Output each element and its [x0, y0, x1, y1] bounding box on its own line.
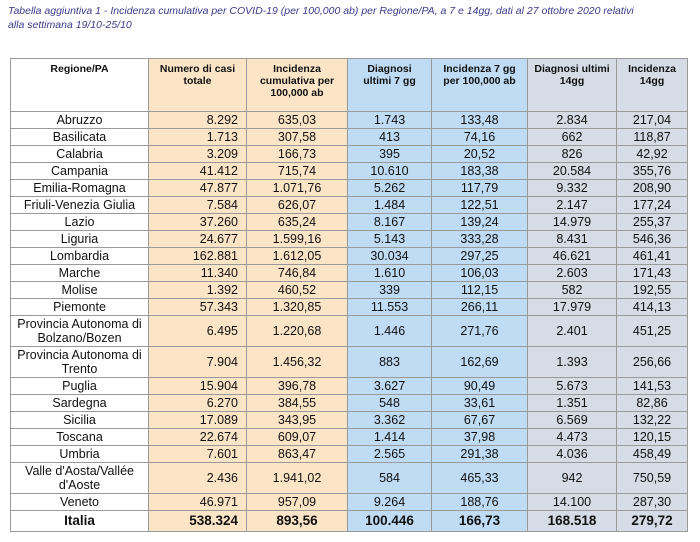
- cell-diagnosis-7d: 548: [348, 395, 432, 412]
- cell-cases-total: 7.584: [149, 197, 247, 214]
- cell-incidence-7d: 37,98: [432, 429, 528, 446]
- cell-incidence-14d: 255,37: [617, 214, 688, 231]
- cell-diagnosis-14d: 8.431: [528, 231, 617, 248]
- cell-cumulative-incidence: 746,84: [247, 265, 348, 282]
- cell-incidence-14d: 217,04: [617, 112, 688, 129]
- cell-region: Puglia: [11, 378, 149, 395]
- cell-diagnosis-14d: 5.673: [528, 378, 617, 395]
- cell-diagnosis-7d: 8.167: [348, 214, 432, 231]
- cell-region: Abruzzo: [11, 112, 149, 129]
- cell-cases-total: 11.340: [149, 265, 247, 282]
- cell-region: Provincia Autonoma di Trento: [11, 347, 149, 378]
- table-row: [11, 446, 688, 463]
- table-row: [11, 146, 688, 163]
- cell-diagnosis-14d: 582: [528, 282, 617, 299]
- cell-cumulative-incidence: 343,95: [247, 412, 348, 429]
- cell-cumulative-incidence: 384,55: [247, 395, 348, 412]
- table-row: [11, 214, 688, 231]
- cell-cases-total: 17.089: [149, 412, 247, 429]
- cell-cumulative-incidence: 307,58: [247, 129, 348, 146]
- table-row: [11, 112, 688, 129]
- cell-diagnosis-7d: 9.264: [348, 494, 432, 511]
- cell-incidence-7d: 139,24: [432, 214, 528, 231]
- cell-diagnosis-14d: 2.147: [528, 197, 617, 214]
- cell-cumulative-incidence: 1.612,05: [247, 248, 348, 265]
- cell-diagnosis-14d: 46.621: [528, 248, 617, 265]
- cell-incidence-7d: 297,25: [432, 248, 528, 265]
- table-row: [11, 180, 688, 197]
- cell-diagnosis-7d: 3.362: [348, 412, 432, 429]
- cell-incidence-7d: 67,67: [432, 412, 528, 429]
- cell-cases-total: 7.601: [149, 446, 247, 463]
- cell-region: Friuli-Venezia Giulia: [11, 197, 149, 214]
- cell-diagnosis-7d: 1.610: [348, 265, 432, 282]
- cell-incidence-7d: 106,03: [432, 265, 528, 282]
- cell-region: Lombardia: [11, 248, 149, 265]
- cell-incidence-14d: 458,49: [617, 446, 688, 463]
- cell-region: Valle d'Aosta/Vallée d'Aoste: [11, 463, 149, 494]
- cell-cumulative-incidence: 1.941,02: [247, 463, 348, 494]
- cell-region: Provincia Autonoma di Bolzano/Bozen: [11, 316, 149, 347]
- cell-incidence-14d: 118,87: [617, 129, 688, 146]
- cell-cumulative-incidence: 166,73: [247, 146, 348, 163]
- cell-cumulative-incidence: 1.456,32: [247, 347, 348, 378]
- cell-diagnosis-7d: 100.446: [348, 511, 432, 532]
- cell-cases-total: 37.260: [149, 214, 247, 231]
- cell-incidence-14d: 451,25: [617, 316, 688, 347]
- cell-incidence-14d: 132,22: [617, 412, 688, 429]
- cell-cases-total: 7.904: [149, 347, 247, 378]
- table-row: [11, 265, 688, 282]
- cell-cases-total: 15.904: [149, 378, 247, 395]
- cell-incidence-14d: 461,41: [617, 248, 688, 265]
- cell-cases-total: 162.881: [149, 248, 247, 265]
- table-row: [11, 316, 688, 347]
- cell-region: Veneto: [11, 494, 149, 511]
- cell-cumulative-incidence: 893,56: [247, 511, 348, 532]
- cell-cases-total: 538.324: [149, 511, 247, 532]
- cell-incidence-7d: 117,79: [432, 180, 528, 197]
- cell-cases-total: 24.677: [149, 231, 247, 248]
- cell-incidence-7d: 271,76: [432, 316, 528, 347]
- caption-line-1: Tabella aggiuntiva 1 - Incidenza cumulativa per COVID-19 (per 100,000 ab) per Regione/PA, a 7 e 14gg, dati al 27 ottobre 2020 relativi: [8, 5, 634, 17]
- total-row: [11, 511, 688, 532]
- table-row: [11, 494, 688, 511]
- cell-diagnosis-14d: 14.100: [528, 494, 617, 511]
- header-diagnosis-7d: Diagnosi ultimi 7 gg: [348, 59, 432, 112]
- cell-incidence-14d: 355,76: [617, 163, 688, 180]
- table-row: [11, 347, 688, 378]
- cell-incidence-14d: 750,59: [617, 463, 688, 494]
- cell-region: Toscana: [11, 429, 149, 446]
- cell-cases-total: 6.495: [149, 316, 247, 347]
- table-row: [11, 378, 688, 395]
- cell-diagnosis-14d: 20.584: [528, 163, 617, 180]
- cell-diagnosis-14d: 6.569: [528, 412, 617, 429]
- cell-incidence-7d: 122,51: [432, 197, 528, 214]
- cell-region: Italia: [11, 511, 149, 532]
- cell-cases-total: 3.209: [149, 146, 247, 163]
- table-row: [11, 463, 688, 494]
- table-row: [11, 412, 688, 429]
- cell-diagnosis-7d: 1.484: [348, 197, 432, 214]
- cell-incidence-7d: 333,28: [432, 231, 528, 248]
- header-incidence-14d: Incidenza 14gg: [617, 59, 688, 112]
- cell-region: Sardegna: [11, 395, 149, 412]
- cell-incidence-14d: 192,55: [617, 282, 688, 299]
- cell-cases-total: 57.343: [149, 299, 247, 316]
- cell-incidence-14d: 208,90: [617, 180, 688, 197]
- cell-diagnosis-14d: 17.979: [528, 299, 617, 316]
- cell-incidence-14d: 287,30: [617, 494, 688, 511]
- cell-cumulative-incidence: 1.599,16: [247, 231, 348, 248]
- header-cumulative-incidence: Incidenza cumulativa per 100,000 ab: [247, 59, 348, 112]
- cell-incidence-7d: 162,69: [432, 347, 528, 378]
- table-row: [11, 429, 688, 446]
- cell-diagnosis-14d: 662: [528, 129, 617, 146]
- cell-cumulative-incidence: 863,47: [247, 446, 348, 463]
- cell-diagnosis-7d: 5.143: [348, 231, 432, 248]
- cell-region: Marche: [11, 265, 149, 282]
- cell-region: Piemonte: [11, 299, 149, 316]
- cell-diagnosis-7d: 413: [348, 129, 432, 146]
- table-row: [11, 231, 688, 248]
- header-cases-total: Numero di casi totale: [149, 59, 247, 112]
- cell-cases-total: 46.971: [149, 494, 247, 511]
- cell-diagnosis-7d: 5.262: [348, 180, 432, 197]
- cell-cumulative-incidence: 460,52: [247, 282, 348, 299]
- cell-diagnosis-14d: 168.518: [528, 511, 617, 532]
- cell-incidence-14d: 42,92: [617, 146, 688, 163]
- cell-diagnosis-7d: 1.743: [348, 112, 432, 129]
- cell-region: Lazio: [11, 214, 149, 231]
- table-row: [11, 299, 688, 316]
- cell-diagnosis-7d: 339: [348, 282, 432, 299]
- incidence-table: [10, 58, 688, 532]
- cell-diagnosis-7d: 11.553: [348, 299, 432, 316]
- table-row: [11, 282, 688, 299]
- header-diagnosis-14d: Diagnosi ultimi 14gg: [528, 59, 617, 112]
- cell-region: Liguria: [11, 231, 149, 248]
- cell-cumulative-incidence: 635,03: [247, 112, 348, 129]
- cell-cases-total: 41.412: [149, 163, 247, 180]
- caption-line-2: alla settimana 19/10-25/10: [8, 19, 132, 31]
- table-row: [11, 197, 688, 214]
- cell-incidence-14d: 120,15: [617, 429, 688, 446]
- table-row: [11, 129, 688, 146]
- cell-incidence-14d: 177,24: [617, 197, 688, 214]
- cell-diagnosis-7d: 10.610: [348, 163, 432, 180]
- cell-incidence-7d: 20,52: [432, 146, 528, 163]
- cell-incidence-14d: 414,13: [617, 299, 688, 316]
- table-caption: [8, 4, 688, 32]
- cell-diagnosis-14d: 1.351: [528, 395, 617, 412]
- table-row: [11, 163, 688, 180]
- cell-diagnosis-14d: 942: [528, 463, 617, 494]
- table-row: [11, 395, 688, 412]
- cell-diagnosis-7d: 883: [348, 347, 432, 378]
- cell-cases-total: 8.292: [149, 112, 247, 129]
- cell-incidence-14d: 279,72: [617, 511, 688, 532]
- cell-cases-total: 47.877: [149, 180, 247, 197]
- cell-incidence-7d: 133,48: [432, 112, 528, 129]
- header-region: Regione/PA: [11, 59, 149, 112]
- cell-diagnosis-14d: 2.603: [528, 265, 617, 282]
- cell-cases-total: 22.674: [149, 429, 247, 446]
- cell-diagnosis-7d: 1.414: [348, 429, 432, 446]
- cell-diagnosis-14d: 2.834: [528, 112, 617, 129]
- cell-incidence-7d: 266,11: [432, 299, 528, 316]
- cell-cases-total: 1.392: [149, 282, 247, 299]
- cell-diagnosis-14d: 4.473: [528, 429, 617, 446]
- cell-diagnosis-7d: 30.034: [348, 248, 432, 265]
- cell-diagnosis-7d: 395: [348, 146, 432, 163]
- cell-cases-total: 6.270: [149, 395, 247, 412]
- cell-incidence-7d: 291,38: [432, 446, 528, 463]
- cell-cases-total: 2.436: [149, 463, 247, 494]
- cell-incidence-7d: 90,49: [432, 378, 528, 395]
- cell-incidence-14d: 256,66: [617, 347, 688, 378]
- cell-diagnosis-7d: 3.627: [348, 378, 432, 395]
- cell-diagnosis-14d: 4.036: [528, 446, 617, 463]
- cell-cumulative-incidence: 609,07: [247, 429, 348, 446]
- header-row: [11, 59, 688, 112]
- cell-region: Umbria: [11, 446, 149, 463]
- cell-region: Emilia-Romagna: [11, 180, 149, 197]
- cell-diagnosis-7d: 2.565: [348, 446, 432, 463]
- cell-incidence-14d: 82,86: [617, 395, 688, 412]
- cell-cumulative-incidence: 626,07: [247, 197, 348, 214]
- cell-cumulative-incidence: 1.320,85: [247, 299, 348, 316]
- cell-incidence-7d: 74,16: [432, 129, 528, 146]
- cell-diagnosis-14d: 826: [528, 146, 617, 163]
- cell-diagnosis-14d: 14.979: [528, 214, 617, 231]
- cell-cumulative-incidence: 1.220,68: [247, 316, 348, 347]
- cell-incidence-7d: 166,73: [432, 511, 528, 532]
- cell-incidence-7d: 188,76: [432, 494, 528, 511]
- cell-incidence-7d: 183,38: [432, 163, 528, 180]
- cell-region: Basilicata: [11, 129, 149, 146]
- cell-incidence-7d: 112,15: [432, 282, 528, 299]
- cell-incidence-14d: 171,43: [617, 265, 688, 282]
- cell-region: Sicilia: [11, 412, 149, 429]
- cell-diagnosis-7d: 584: [348, 463, 432, 494]
- cell-cumulative-incidence: 635,24: [247, 214, 348, 231]
- cell-cumulative-incidence: 957,09: [247, 494, 348, 511]
- cell-region: Campania: [11, 163, 149, 180]
- cell-diagnosis-7d: 1.446: [348, 316, 432, 347]
- cell-incidence-14d: 546,36: [617, 231, 688, 248]
- header-incidence-7d: Incidenza 7 gg per 100,000 ab: [432, 59, 528, 112]
- table-row: [11, 248, 688, 265]
- cell-incidence-14d: 141,53: [617, 378, 688, 395]
- cell-cases-total: 1.713: [149, 129, 247, 146]
- cell-diagnosis-14d: 1.393: [528, 347, 617, 378]
- cell-region: Molise: [11, 282, 149, 299]
- cell-cumulative-incidence: 715,74: [247, 163, 348, 180]
- cell-cumulative-incidence: 396,78: [247, 378, 348, 395]
- cell-diagnosis-14d: 9.332: [528, 180, 617, 197]
- cell-cumulative-incidence: 1.071,76: [247, 180, 348, 197]
- cell-diagnosis-14d: 2.401: [528, 316, 617, 347]
- cell-incidence-7d: 33,61: [432, 395, 528, 412]
- cell-incidence-7d: 465,33: [432, 463, 528, 494]
- cell-region: Calabria: [11, 146, 149, 163]
